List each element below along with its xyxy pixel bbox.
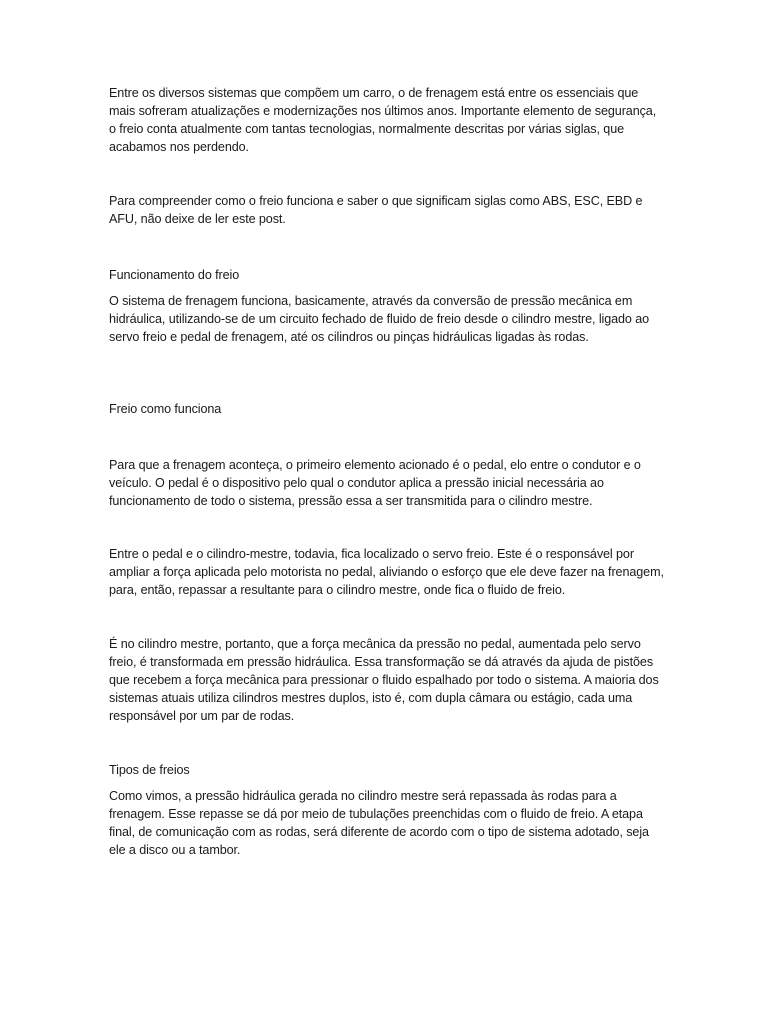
paragraph-servo-freio: Entre o pedal e o cilindro-mestre, todavia, fica localizado o servo freio. Este é o responsável por ampliar a força aplicada pelo motorista no pedal, aliviando o esforço que ele deve fazer na frenagem, para, então, repassar a resultante para o cilindro mestre, onde fica o fluido de freio. <box>109 547 664 597</box>
paragraph-intro: Entre os diversos sistemas que compõem um carro, o de frenagem está entre os essenciais que mais sofreram atualizações e modernizações nos últimos anos. Importante elemento de segurança, o freio conta atualmente com tantas tecnologias, normalmente descritas por várias siglas, que acabamos nos perdendo. <box>109 86 657 154</box>
paragraph-pedal: Para que a frenagem aconteça, o primeiro elemento acionado é o pedal, elo entre o condutor e o veículo. O pedal é o dispositivo pelo qual o condutor aplica a pressão inicial necessária ao funcionamento de todo o sistema, pressão essa a ser transmitida para o cilindro mestre. <box>109 458 641 508</box>
paragraph-purpose: Para compreender como o freio funciona e saber o que significam siglas como ABS, ESC, EBD e AFU, não deixe de ler este post. <box>109 194 643 226</box>
paragraph-funcionamento: O sistema de frenagem funciona, basicamente, através da conversão de pressão mecânica em hidráulica, utilizando-se de um circuito fechado de fluido de freio desde o cilindro mestre, ligado ao servo freio e pedal de frenagem, até os cilindros ou pinças hidráulicas ligadas às rodas. <box>109 294 650 344</box>
paragraph-cilindro-mestre: É no cilindro mestre, portanto, que a força mecânica da pressão no pedal, aumentada pelo servo freio, é transformada em pressão hidráulica. Essa transformação se dá através da ajuda de pistões que recebem a força mecânica para pressionar o fluido espalhado por todo o sistema. A maioria dos sistemas atuais utiliza cilindros mestres duplos, isto é, com dupla câmara ou estágio, cada uma responsável por um par de rodas. <box>109 637 659 723</box>
section-heading-tipos: Tipos de freios <box>109 763 190 777</box>
paragraph-tipos: Como vimos, a pressão hidráulica gerada no cilindro mestre será repassada às rodas para a frenagem. Esse repasse se dá por meio de tubulações preenchidas com o fluido de freio. A etapa final, de comunicação com as rodas, será diferente de acordo com o tipo de sistema adotado, seja ele a disco ou a tambor. <box>109 789 649 857</box>
section-heading-como-funciona: Freio como funciona <box>109 402 222 416</box>
section-heading-funcionamento: Funcionamento do freio <box>109 268 240 282</box>
